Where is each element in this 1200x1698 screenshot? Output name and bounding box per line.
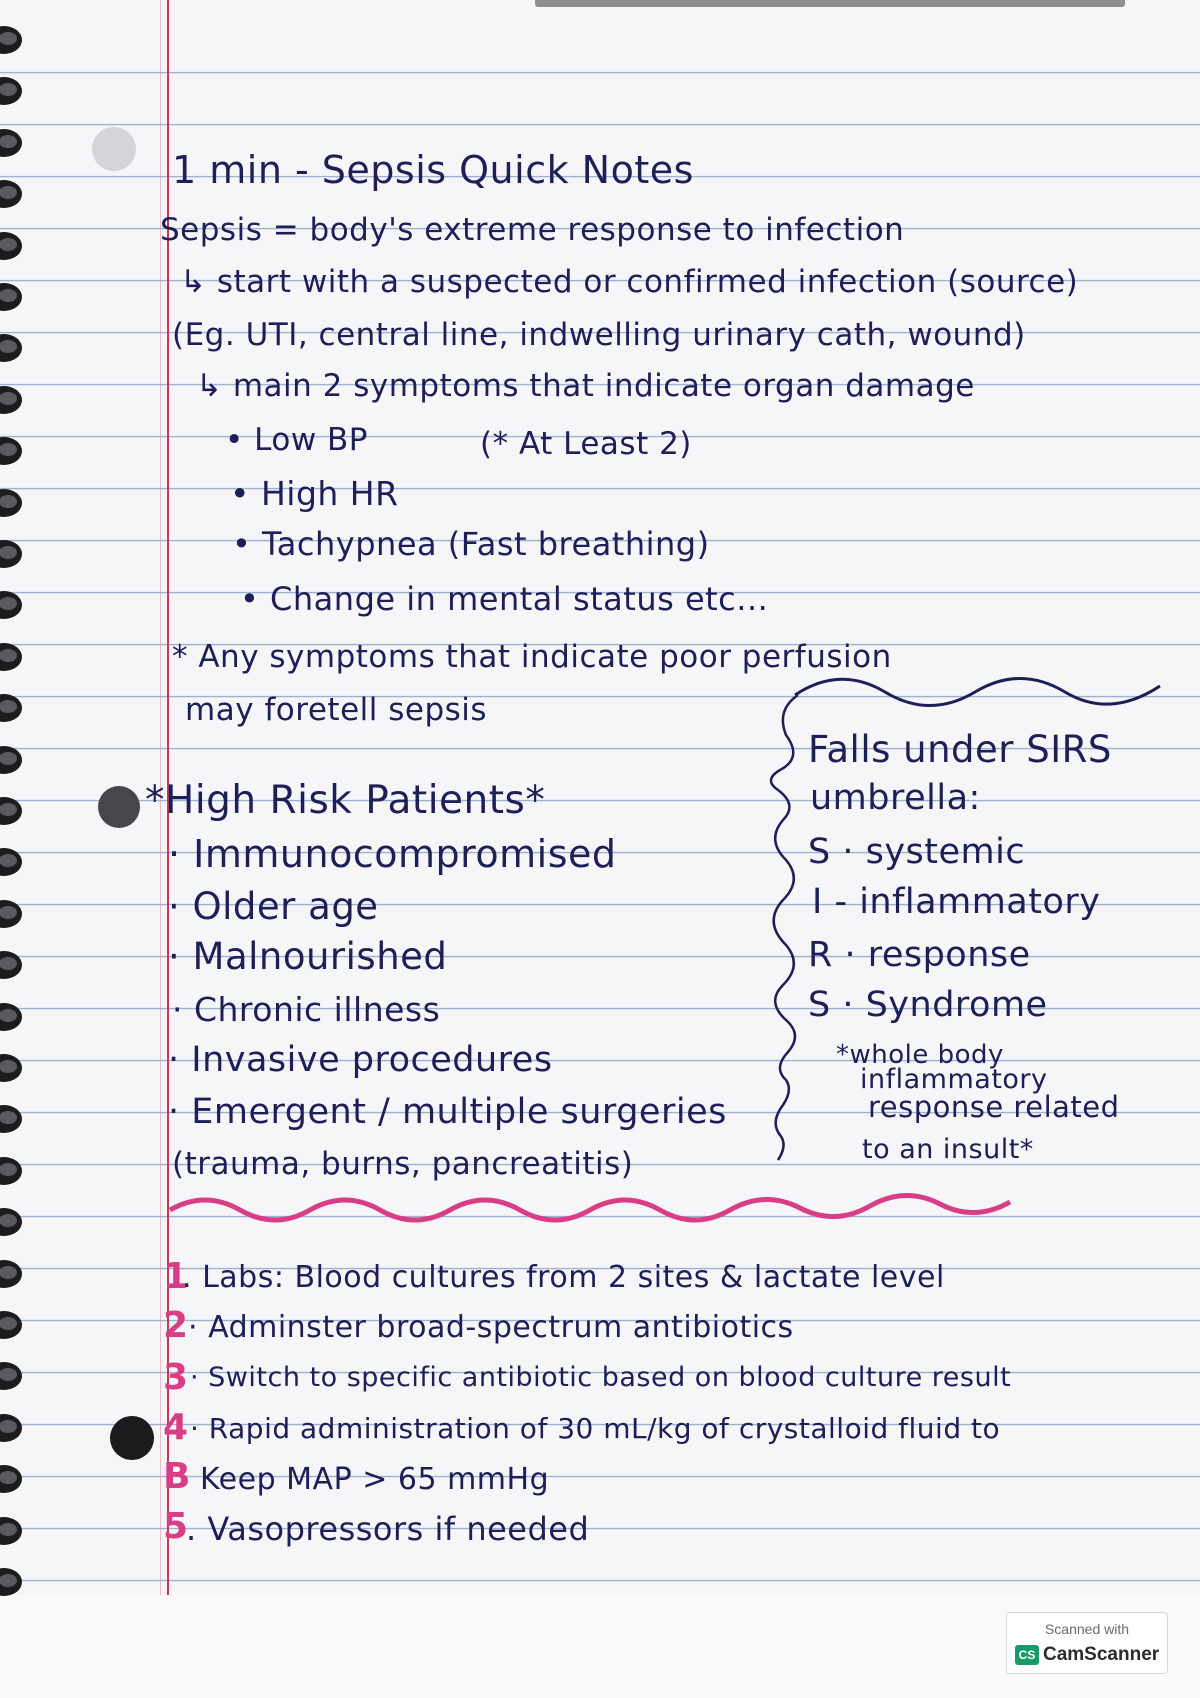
punch-hole-middle <box>98 786 140 828</box>
note-title: 1 min - Sepsis Quick Notes <box>172 148 694 192</box>
sirs-title-1: Falls under SIRS <box>808 728 1112 771</box>
step-vasopressors: . Vasopressors if needed <box>186 1510 590 1548</box>
symptom-high-hr: • High HR <box>230 474 399 513</box>
infection-start: ↳ start with a suspected or confirmed infection (source) <box>180 264 1079 300</box>
infection-examples: (Eg. UTI, central line, indwelling urinary cath, wound) <box>172 317 1026 353</box>
step-number-4: 4 <box>163 1407 189 1448</box>
wavy-divider-blue <box>790 670 1170 710</box>
step-number-2: 2 <box>163 1305 189 1346</box>
camscanner-watermark <box>1006 1612 1168 1674</box>
sirs-note-4: to an insult* <box>862 1134 1034 1165</box>
risk-immunocompromised: · Immunocompromised <box>168 832 617 876</box>
risk-heading: *High Risk Patients* <box>145 778 546 823</box>
sirs-note-2: inflammatory <box>860 1064 1048 1095</box>
perfusion-note-2: may foretell sepsis <box>185 692 488 728</box>
punch-hole-bottom <box>110 1416 154 1460</box>
risk-older-age: · Older age <box>168 885 379 928</box>
step-antibiotics: · Adminster broad-spectrum antibiotics <box>188 1310 794 1345</box>
sepsis-definition: Sepsis = body's extreme response to infection <box>160 212 905 248</box>
risk-surgeries: · Emergent / multiple surgeries <box>168 1092 727 1132</box>
at-least-note: (* At Least 2) <box>480 426 692 462</box>
punch-hole-top <box>92 127 136 171</box>
step-map: Keep MAP > 65 mmHg <box>200 1462 550 1497</box>
symptom-mental-status: • Change in mental status etc... <box>240 580 769 618</box>
sirs-item-systemic: S · systemic <box>808 832 1026 872</box>
symptom-low-bp: • Low BP <box>225 422 369 458</box>
sirs-title-2: umbrella: <box>810 778 981 818</box>
scanned-with-text: Scanned with <box>1044 1621 1130 1637</box>
step-number-5: 5 <box>163 1506 189 1547</box>
sirs-item-response: R · response <box>808 935 1031 975</box>
sirs-item-syndrome: S · Syndrome <box>808 985 1048 1025</box>
step-fluids: · Rapid administration of 30 mL/kg of crystalloid fluid to <box>190 1412 1001 1445</box>
risk-examples: (trauma, burns, pancreatitis) <box>172 1146 634 1182</box>
step-number-b: B <box>163 1456 191 1497</box>
camscanner-brand: CamScanner <box>1043 1644 1160 1665</box>
scan-shadow <box>535 0 1125 7</box>
risk-chronic-illness: · Chronic illness <box>172 990 441 1029</box>
camscanner-logo-icon: CS <box>1015 1645 1039 1665</box>
sirs-note-3: response related <box>868 1090 1120 1124</box>
step-number-1: 1 <box>163 1256 189 1297</box>
wavy-divider-pink <box>165 1190 1025 1230</box>
step-number-3: 3 <box>163 1357 189 1398</box>
risk-malnourished: · Malnourished <box>168 935 448 978</box>
sirs-item-inflammatory: I - inflammatory <box>812 882 1101 922</box>
step-switch-antibiotic: · Switch to specific antibiotic based on blood culture result <box>190 1362 1012 1393</box>
symptom-tachypnea: • Tachypnea (Fast breathing) <box>232 525 710 563</box>
risk-invasive-procedures: · Invasive procedures <box>168 1040 553 1080</box>
perfusion-note-1: * Any symptoms that indicate poor perfusion <box>172 639 892 675</box>
sirs-note-1: *whole body <box>836 1040 1004 1070</box>
symptoms-intro: ↳ main 2 symptoms that indicate organ damage <box>196 368 975 404</box>
step-labs: . Labs: Blood cultures from 2 sites & lactate level <box>182 1260 945 1295</box>
